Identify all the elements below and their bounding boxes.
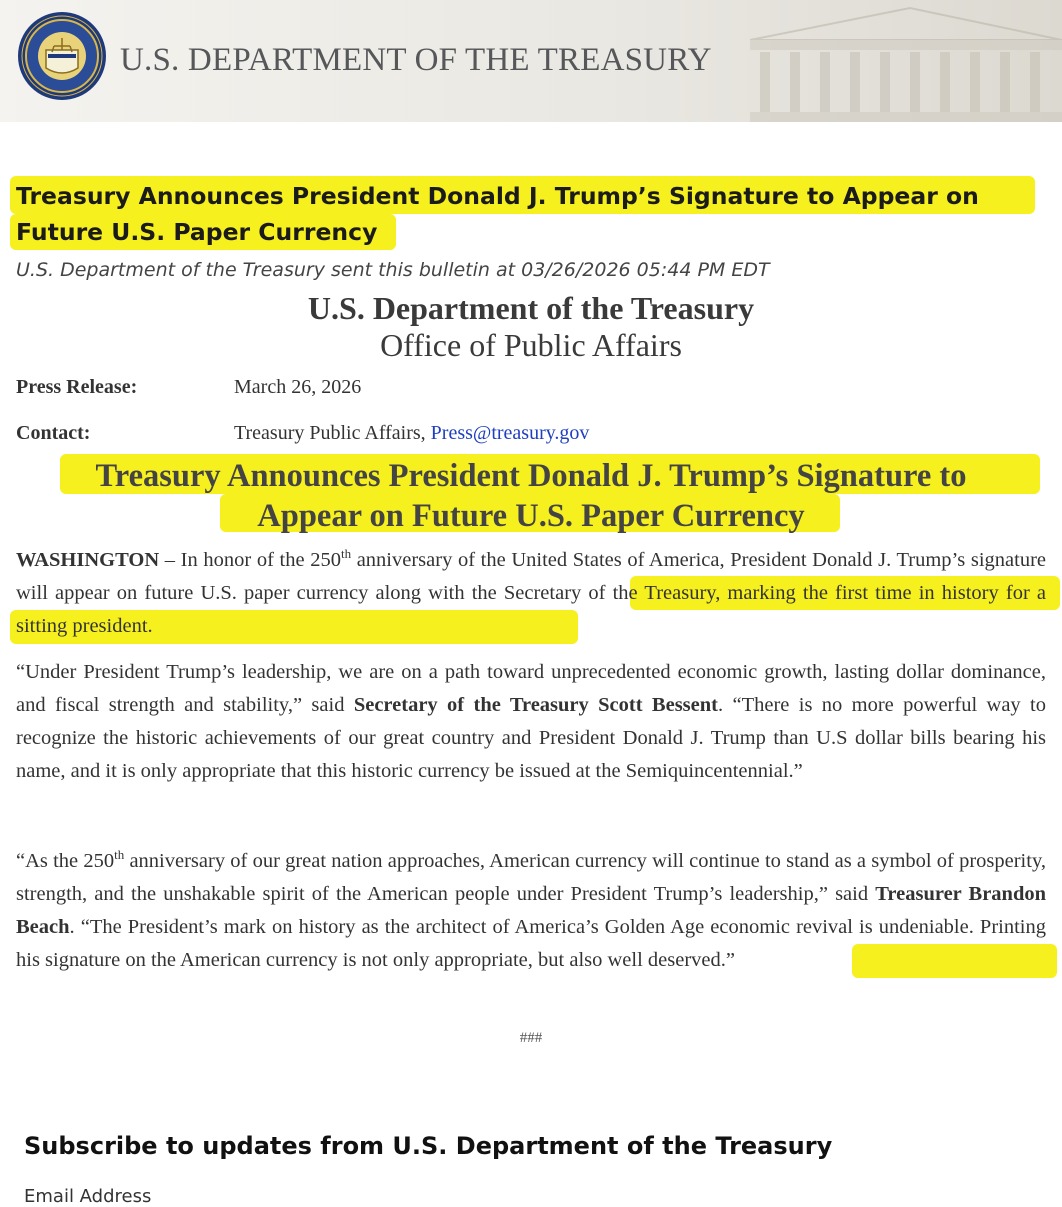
speaker-bessent: Secretary of the Treasury Scott Bessent	[353, 694, 718, 716]
paragraph-1: WASHINGTON – In honor of the 250th anniversary of the United States of America, President Donald J. Trump’s signature will appear on future U.S. paper currency along with the Secretary of the Treasury, marking the first time in history for a sitting president.	[16, 546, 1046, 637]
bulletin-title	[16, 178, 1046, 250]
end-mark: ###	[519, 1030, 543, 1046]
bulletin-title-line1: Treasury Announces President Donald J. Trump’s Signature to Appear on	[16, 182, 979, 210]
treasury-seal-icon	[16, 10, 108, 102]
office-heading: Office of Public Affairs	[380, 327, 682, 363]
treasury-building-icon	[690, 0, 1062, 122]
department-heading: U.S. Department of the Treasury	[307, 290, 755, 326]
contact-name: Treasury Public Affairs,	[234, 422, 426, 444]
press-release-label: Press Release:	[16, 376, 138, 398]
dateline: WASHINGTON	[16, 549, 160, 571]
bulletin-sent-line: U.S. Department of the Treasury sent this bulletin at 03/26/2026 05:44 PM EDT	[16, 259, 770, 281]
release-headline	[0, 456, 1062, 536]
bulletin-title-line2: Future U.S. Paper Currency	[16, 218, 378, 246]
subscribe-heading: Subscribe to updates from U.S. Department of the Treasury	[24, 1132, 833, 1160]
release-headline-line1: Treasury Announces President Donald J. Trump’s Signature to	[95, 458, 967, 494]
contact-email-link[interactable]: Press@treasury.gov	[430, 422, 590, 444]
contact-value	[234, 422, 589, 445]
paragraph-2: “Under President Trump’s leadership, we are on a path toward unprecedented economic growth, lasting dollar dominance, and fiscal strength and stability,” said Secretary of the Treasury Scott Bessent. “There is no more powerful way to recognize the historic achievements of our great country and President Donald J. Trump than U.S dollar bills bearing his name, and it is only appropriate that this historic currency be issued at the Semiquincentennial.”	[16, 661, 1046, 782]
press-release-date: March 26, 2026	[234, 376, 362, 398]
email-address-label: Email Address	[24, 1186, 152, 1207]
header-banner	[0, 0, 1062, 122]
contact-label: Contact:	[16, 422, 91, 444]
speaker-beach: Treasurer Brandon Beach	[16, 883, 1047, 938]
banner-title: U.S. DEPARTMENT OF THE TREASURY	[120, 42, 712, 78]
release-headline-line2: Appear on Future U.S. Paper Currency	[257, 498, 805, 534]
paragraph-3: “As the 250th anniversary of our great nation approaches, American currency will continue to stand as a symbol of prosperity, strength, and the unshakable spirit of the American people under President Trump’s leadership,” said Treasurer Brandon Beach. “The President’s mark on history as the architect of America’s Golden Age economic revival is undeniable. Printing his signature on the American currency is not only appropriate, but also well deserved.”	[16, 847, 1047, 971]
